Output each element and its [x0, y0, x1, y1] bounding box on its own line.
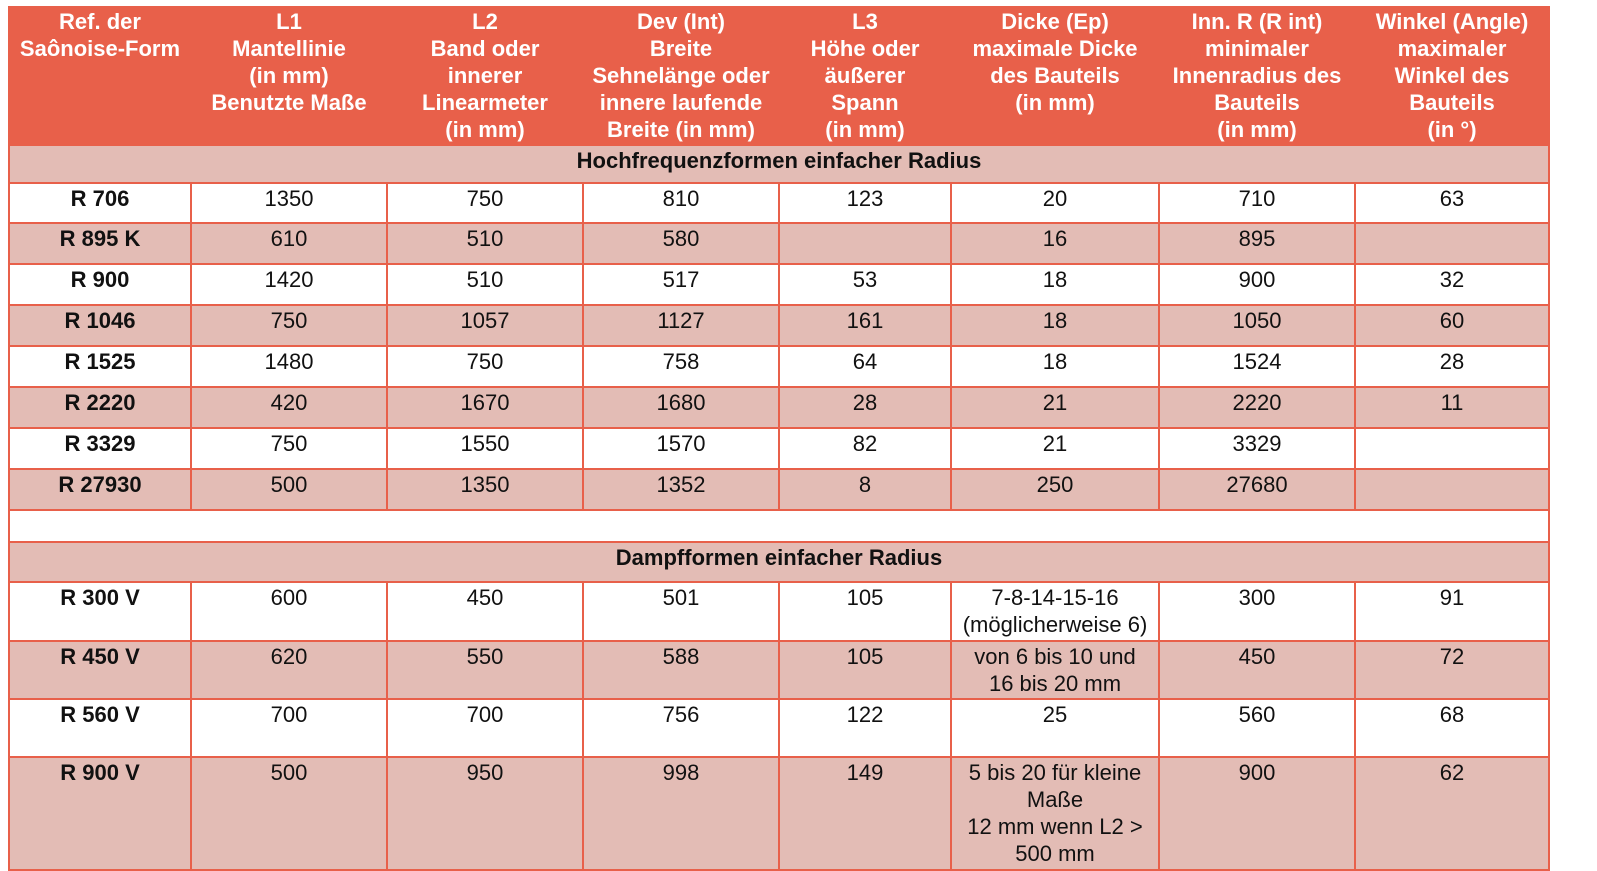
l1-cell: 1480: [191, 346, 387, 387]
l1-cell: 1350: [191, 183, 387, 223]
header-line: Spann: [831, 90, 899, 115]
header-line: L3: [852, 9, 878, 34]
dicke-cell: 5 bis 20 für kleine Maße 12 mm wenn L2 > 500 mm: [951, 757, 1159, 870]
l3-cell: 82: [779, 428, 951, 469]
inner-radius-cell: 1050: [1159, 305, 1355, 346]
l2-cell: 1350: [387, 469, 583, 510]
header-line: Breite (in mm): [607, 117, 755, 142]
winkel-cell: 63: [1355, 183, 1549, 223]
dicke-cell: 25: [951, 699, 1159, 757]
l1-cell: 600: [191, 582, 387, 641]
l2-cell: 1670: [387, 387, 583, 428]
header-line: äußerer: [824, 63, 906, 88]
dev-cell: 1570: [583, 428, 779, 469]
inner-radius-cell: 560: [1159, 699, 1355, 757]
header-line: (in °): [1427, 117, 1477, 142]
header-line: Benutzte Maße: [211, 90, 367, 115]
dev-cell: 758: [583, 346, 779, 387]
header-line: Dev (Int): [637, 9, 725, 34]
header-line: maximale Dicke: [972, 36, 1138, 61]
winkel-cell: 32: [1355, 264, 1549, 305]
ref-cell: R 560 V: [9, 699, 191, 757]
dev-cell: 756: [583, 699, 779, 757]
l3-cell: 53: [779, 264, 951, 305]
l1-cell: 500: [191, 469, 387, 510]
inner-radius-cell: 2220: [1159, 387, 1355, 428]
ref-cell: R 1525: [9, 346, 191, 387]
dev-header: [583, 7, 779, 145]
winkel-cell: [1355, 469, 1549, 510]
dev-cell: 998: [583, 757, 779, 870]
header-line: (in mm): [825, 117, 905, 142]
l1-cell: 750: [191, 428, 387, 469]
inner-radius-cell: 27680: [1159, 469, 1355, 510]
dev-cell: 517: [583, 264, 779, 305]
ref-cell: R 900 V: [9, 757, 191, 870]
section-spacer: [9, 510, 1549, 542]
inner-radius-cell: 710: [1159, 183, 1355, 223]
table-row: [9, 223, 1549, 264]
l2-cell: 750: [387, 346, 583, 387]
header-line: innere laufende: [599, 90, 763, 115]
l1-cell: 500: [191, 757, 387, 870]
dev-cell: 1680: [583, 387, 779, 428]
dev-cell: 810: [583, 183, 779, 223]
header-line: L2: [472, 9, 498, 34]
header-line: Band oder: [430, 36, 540, 61]
header-line: (in mm): [249, 63, 329, 88]
winkel-cell: [1355, 428, 1549, 469]
ref-cell: R 450 V: [9, 641, 191, 699]
l2-cell: 950: [387, 757, 583, 870]
section-header-row: [9, 145, 1549, 183]
l2-cell: 510: [387, 223, 583, 264]
header-line: Höhe oder: [810, 36, 920, 61]
header-line: Bauteils: [1409, 90, 1495, 115]
header-line: maximaler: [1397, 36, 1507, 61]
header-line: Inn. R (R int): [1191, 9, 1323, 34]
ref-cell: R 300 V: [9, 582, 191, 641]
ref-cell: R 2220: [9, 387, 191, 428]
header-line: Sehnelänge oder: [592, 63, 770, 88]
winkel-cell: 28: [1355, 346, 1549, 387]
l2-cell: 510: [387, 264, 583, 305]
header-line: (in mm): [1217, 117, 1297, 142]
ref-cell: R 1046: [9, 305, 191, 346]
section-title: Dampfformen einfacher Radius: [9, 542, 1549, 582]
winkel-cell: 68: [1355, 699, 1549, 757]
l3-header: [779, 7, 951, 145]
l1-cell: 1420: [191, 264, 387, 305]
dev-cell: 588: [583, 641, 779, 699]
dev-cell: 1127: [583, 305, 779, 346]
header-line: Breite: [649, 36, 713, 61]
l3-cell: 28: [779, 387, 951, 428]
dicke-cell: 21: [951, 387, 1159, 428]
table-row: [9, 387, 1549, 428]
header-line: Winkel des: [1394, 63, 1510, 88]
inner-radius-cell: 1524: [1159, 346, 1355, 387]
winkel-cell: 72: [1355, 641, 1549, 699]
header-line: innerer: [447, 63, 523, 88]
header-line: (in mm): [1015, 90, 1095, 115]
l2-cell: 450: [387, 582, 583, 641]
l1-cell: 610: [191, 223, 387, 264]
header-row: [9, 7, 1549, 145]
dicke-cell: 16: [951, 223, 1159, 264]
section-title: Hochfrequenzformen einfacher Radius: [9, 145, 1549, 183]
header-line: des Bauteils: [990, 63, 1120, 88]
l3-cell: [779, 223, 951, 264]
header-line: minimaler: [1205, 36, 1309, 61]
l3-cell: 105: [779, 582, 951, 641]
l3-cell: 105: [779, 641, 951, 699]
dicke-cell: von 6 bis 10 und 16 bis 20 mm: [951, 641, 1159, 699]
header-line: Innenradius des: [1172, 63, 1342, 88]
l1-cell: 700: [191, 699, 387, 757]
l3-cell: 149: [779, 757, 951, 870]
winkel-cell: 91: [1355, 582, 1549, 641]
header-line: Dicke (Ep): [1001, 9, 1109, 34]
dicke-header: [951, 7, 1159, 145]
l3-cell: 8: [779, 469, 951, 510]
dicke-cell: 18: [951, 346, 1159, 387]
winkel-cell: [1355, 223, 1549, 264]
dev-cell: 501: [583, 582, 779, 641]
l2-header: [387, 7, 583, 145]
l1-cell: 750: [191, 305, 387, 346]
inner-radius-cell: 3329: [1159, 428, 1355, 469]
dev-cell: 1352: [583, 469, 779, 510]
l3-cell: 123: [779, 183, 951, 223]
winkel-cell: 62: [1355, 757, 1549, 870]
dicke-cell: 7-8-14-15-16 (möglicherweise 6): [951, 582, 1159, 641]
table-row: [9, 699, 1549, 757]
ref-cell: R 900: [9, 264, 191, 305]
dicke-cell: 18: [951, 264, 1159, 305]
dev-cell: 580: [583, 223, 779, 264]
l3-cell: 64: [779, 346, 951, 387]
l1-cell: 420: [191, 387, 387, 428]
dicke-cell: 21: [951, 428, 1159, 469]
ref-cell: R 3329: [9, 428, 191, 469]
header-line: Saônoise-Form: [19, 36, 181, 61]
table-row: [9, 183, 1549, 223]
l3-cell: 161: [779, 305, 951, 346]
dicke-cell: 18: [951, 305, 1159, 346]
inner-radius-cell: 450: [1159, 641, 1355, 699]
header-line: Ref. der: [59, 9, 141, 34]
winkel-cell: 60: [1355, 305, 1549, 346]
l1-header: [191, 7, 387, 145]
table-row: [9, 305, 1549, 346]
winkel-cell: 11: [1355, 387, 1549, 428]
l2-cell: 750: [387, 183, 583, 223]
specification-table: [8, 6, 1550, 871]
header-line: (in mm): [445, 117, 525, 142]
dicke-cell: 20: [951, 183, 1159, 223]
table-row: [9, 428, 1549, 469]
table-row: [9, 469, 1549, 510]
inner-radius-cell: 900: [1159, 757, 1355, 870]
header-line: L1: [276, 9, 302, 34]
winkel-header: [1355, 7, 1549, 145]
l2-cell: 700: [387, 699, 583, 757]
table-row: [9, 582, 1549, 641]
inner-radius-header: [1159, 7, 1355, 145]
header-line: Bauteils: [1214, 90, 1300, 115]
inner-radius-cell: 300: [1159, 582, 1355, 641]
inner-radius-cell: 900: [1159, 264, 1355, 305]
l2-cell: 1550: [387, 428, 583, 469]
dicke-cell: 250: [951, 469, 1159, 510]
l2-cell: 1057: [387, 305, 583, 346]
table-row: [9, 346, 1549, 387]
table-row: [9, 264, 1549, 305]
l2-cell: 550: [387, 641, 583, 699]
ref-cell: R 27930: [9, 469, 191, 510]
inner-radius-cell: 895: [1159, 223, 1355, 264]
header-line: Winkel (Angle): [1375, 9, 1529, 34]
header-line: Linearmeter: [422, 90, 548, 115]
spacer-cell: [9, 510, 1549, 542]
l3-cell: 122: [779, 699, 951, 757]
section-header-row: [9, 542, 1549, 582]
header-line: Mantellinie: [232, 36, 346, 61]
table-row: [9, 757, 1549, 870]
table-row: [9, 641, 1549, 699]
ref-header: [9, 7, 191, 145]
ref-cell: R 895 K: [9, 223, 191, 264]
ref-cell: R 706: [9, 183, 191, 223]
l1-cell: 620: [191, 641, 387, 699]
